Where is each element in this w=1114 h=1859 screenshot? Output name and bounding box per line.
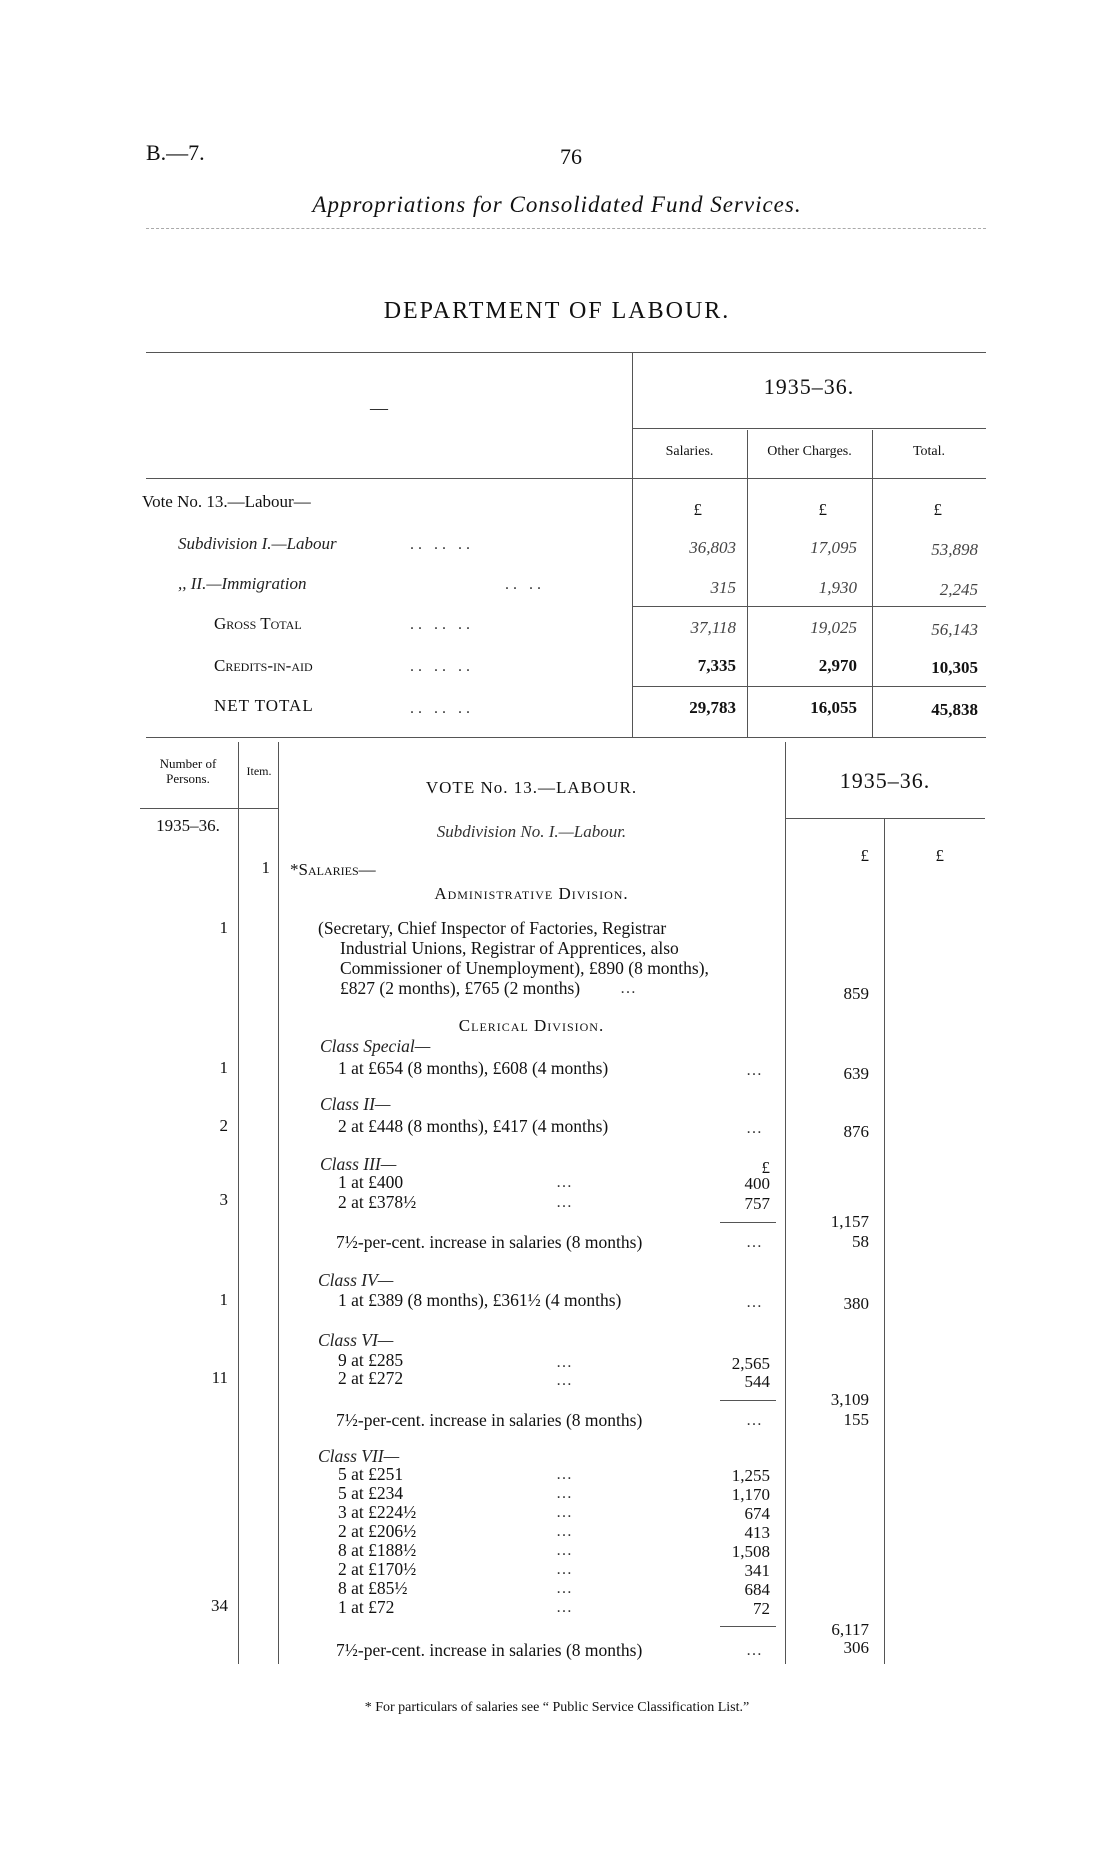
summary-year-rule xyxy=(632,428,986,429)
class-title: Class VII— xyxy=(318,1446,400,1466)
class-line: 5 at £251 xyxy=(338,1464,404,1484)
admin-amount: 859 xyxy=(843,984,869,1003)
increase-label: 7½-per-cent. increase in salaries (8 months) xyxy=(336,1640,643,1660)
subtotal-rule xyxy=(720,1400,776,1401)
class-currency: £ xyxy=(761,1158,770,1177)
class-line-amount: 72 xyxy=(753,1599,770,1618)
row-total: 56,143 xyxy=(931,620,978,639)
admin-text-line: Industrial Unions, Registrar of Apprentices, also xyxy=(340,938,679,958)
leader-dots: … xyxy=(556,1599,616,1616)
persons-count: 3 xyxy=(219,1190,228,1209)
class-line-amount: 1,255 xyxy=(731,1466,770,1485)
department-title: DEPARTMENT OF LABOUR. xyxy=(383,298,731,324)
persons-item-rule xyxy=(238,742,239,1664)
leader-dots: … xyxy=(746,1120,766,1137)
row-total: 53,898 xyxy=(931,540,978,559)
persons-count: 2 xyxy=(219,1116,228,1135)
currency-salaries: £ xyxy=(693,500,702,519)
summary-bottom-rule xyxy=(146,737,986,738)
salaries-heading: *Salaries— xyxy=(290,860,376,879)
persons-count: 11 xyxy=(211,1368,228,1387)
summary-top-rule xyxy=(146,352,986,353)
currency-total: £ xyxy=(933,500,942,519)
row-salaries: 37,118 xyxy=(690,618,736,637)
leader-dots: … xyxy=(746,1642,766,1659)
row-label-subdivision-1: Subdivision I.—Labour xyxy=(178,534,337,553)
row-salaries: 29,783 xyxy=(689,698,736,717)
subdivision-title: Subdivision No. I.—Labour. xyxy=(436,822,627,841)
col-item: Item. xyxy=(246,764,272,778)
row-label-gross-total: Gross Total xyxy=(214,614,302,633)
row-dots: .. .. .. xyxy=(410,536,474,553)
increase-label: 7½-per-cent. increase in salaries (8 months) xyxy=(336,1410,643,1430)
vote-title: VOTE No. 13.—LABOUR. xyxy=(425,778,638,797)
administrative-division-heading: Administrative Division. xyxy=(434,884,629,903)
class-title: Class II— xyxy=(320,1094,391,1114)
row-other: 17,095 xyxy=(810,538,857,557)
row-dots: .. .. .. xyxy=(410,700,474,717)
class-title: Class VI— xyxy=(318,1330,394,1350)
class-increase: 58 xyxy=(852,1232,869,1251)
class-line: 1 at £654 (8 months), £608 (4 months) xyxy=(338,1058,609,1078)
persons-count: 34 xyxy=(211,1596,228,1615)
row-label-subdivision-2: ,, II.—Immigration xyxy=(178,574,307,593)
page-reference: B.—7. xyxy=(146,140,205,165)
class-line-amount: 674 xyxy=(744,1504,770,1523)
leader-dots: … xyxy=(556,1194,616,1211)
leader-dots: … xyxy=(746,1294,766,1311)
currency-col-1: £ xyxy=(860,846,869,865)
col-other-charges: Other Charges. xyxy=(767,444,852,459)
class-line: 2 at £206½ xyxy=(338,1521,417,1541)
class-line: 2 at £378½ xyxy=(338,1192,417,1212)
col-number-of-persons: Number of Persons. xyxy=(159,756,217,786)
row-total: 10,305 xyxy=(931,658,978,677)
admin-text-line: (Secretary, Chief Inspector of Factories, Registrar xyxy=(318,918,667,938)
col-salaries: Salaries. xyxy=(665,444,714,459)
class-line-amount: 1,170 xyxy=(731,1485,770,1504)
persons-year: 1935–36. xyxy=(156,816,220,835)
currency-col-2: £ xyxy=(935,846,944,865)
subtotal-rule xyxy=(720,1626,776,1627)
class-line-amount: 341 xyxy=(744,1561,770,1580)
currency-other: £ xyxy=(818,500,827,519)
row-other: 19,025 xyxy=(810,618,857,637)
leader-dots: … xyxy=(556,1561,616,1578)
row-salaries: 315 xyxy=(710,578,736,597)
leader-dots: … xyxy=(556,1174,616,1191)
persons-count: 1 xyxy=(219,1058,228,1077)
summary-header-rule xyxy=(146,478,986,479)
persons-header-rule xyxy=(140,808,278,809)
class-increase: 155 xyxy=(843,1410,869,1429)
row-total: 2,245 xyxy=(939,580,978,599)
leader-dots: … xyxy=(746,1234,766,1251)
class-subtotal: 1,157 xyxy=(830,1212,869,1231)
col-total: Total. xyxy=(912,444,946,459)
footnote: * For particulars of salaries see “ Public Service Classification List.” xyxy=(364,1700,750,1715)
leader-dots: … xyxy=(556,1354,616,1371)
clerical-division-heading: Clerical Division. xyxy=(458,1016,605,1035)
class-subtotal: 3,109 xyxy=(830,1390,869,1409)
class-line-amount: 1,508 xyxy=(731,1542,770,1561)
class-line: 2 at £448 (8 months), £417 (4 months) xyxy=(338,1116,609,1136)
item-text-rule xyxy=(278,742,279,1664)
subtotal-rule xyxy=(720,1222,776,1223)
amount-header-rule xyxy=(785,818,985,819)
class-line-amount: 757 xyxy=(744,1194,770,1213)
class-line: 1 at £72 xyxy=(338,1597,395,1617)
running-title: Appropriations for Consolidated Fund Services. xyxy=(312,192,802,217)
row-label-credits-in-aid: Credits-in-aid xyxy=(214,656,313,675)
leader-dots: … xyxy=(556,1542,616,1559)
class-title: Class IV— xyxy=(318,1270,394,1290)
class-line: 5 at £234 xyxy=(338,1483,404,1503)
class-title: Class III— xyxy=(320,1154,397,1174)
class-line-amount: 544 xyxy=(744,1372,770,1391)
row-dots: .. .. xyxy=(505,576,545,593)
page-number: 76 xyxy=(560,144,582,169)
class-line-amount: 2,565 xyxy=(731,1354,770,1373)
leader-dots: … xyxy=(620,980,676,997)
class-line-amount: 684 xyxy=(744,1580,770,1599)
net-rule xyxy=(632,686,986,687)
header-rule xyxy=(146,228,986,229)
row-other: 2,970 xyxy=(818,656,857,675)
amount-amount-rule xyxy=(884,818,885,1664)
leader-dots: … xyxy=(556,1580,616,1597)
leader-dots: … xyxy=(556,1523,616,1540)
class-line: 1 at £400 xyxy=(338,1172,404,1192)
leader-dots: … xyxy=(556,1466,616,1483)
persons-count: 1 xyxy=(219,918,228,937)
class-increase: 306 xyxy=(843,1638,869,1657)
class-line-amount: 413 xyxy=(744,1523,770,1542)
row-label-net-total: NET TOTAL xyxy=(214,696,314,715)
leader-dots: … xyxy=(556,1504,616,1521)
summary-year: 1935–36. xyxy=(763,374,855,399)
row-other: 1,930 xyxy=(818,578,857,597)
increase-label: 7½-per-cent. increase in salaries (8 months) xyxy=(336,1232,643,1252)
vote-label: Vote No. 13.—Labour— xyxy=(142,492,311,511)
class-line: 1 at £389 (8 months), £361½ (4 months) xyxy=(338,1290,622,1310)
class-subtotal: 6,117 xyxy=(831,1620,869,1639)
class-amount: 639 xyxy=(843,1064,869,1083)
row-other: 16,055 xyxy=(810,698,857,717)
class-line: 8 at £85½ xyxy=(338,1578,408,1598)
class-line: 8 at £188½ xyxy=(338,1540,417,1560)
row-dots: .. .. .. xyxy=(410,658,474,675)
class-line-amount: 400 xyxy=(744,1174,770,1193)
detail-year: 1935–36. xyxy=(839,768,931,793)
row-salaries: 7,335 xyxy=(697,656,736,675)
row-dots: .. .. .. xyxy=(410,616,474,633)
row-salaries: 36,803 xyxy=(689,538,736,557)
leader-dots: … xyxy=(746,1062,766,1079)
gross-rule xyxy=(632,606,986,607)
leader-dots: … xyxy=(746,1412,766,1429)
leader-dots: … xyxy=(556,1372,616,1389)
class-line: 2 at £272 xyxy=(338,1368,404,1388)
admin-text-line: £827 (2 months), £765 (2 months) xyxy=(340,978,581,998)
admin-text-line: Commissioner of Unemployment), £890 (8 months), xyxy=(340,958,709,978)
class-amount: 380 xyxy=(843,1294,869,1313)
summary-dash: — xyxy=(370,398,388,418)
persons-count: 1 xyxy=(219,1290,228,1309)
class-title: Class Special— xyxy=(320,1036,431,1056)
class-line: 3 at £224½ xyxy=(338,1502,417,1522)
class-line: 9 at £285 xyxy=(338,1350,404,1370)
text-amount-rule xyxy=(785,742,786,1664)
row-total: 45,838 xyxy=(931,700,978,719)
class-line: 2 at £170½ xyxy=(338,1559,417,1579)
item-number: 1 xyxy=(261,858,270,877)
class-amount: 876 xyxy=(843,1122,869,1141)
leader-dots: … xyxy=(556,1485,616,1502)
